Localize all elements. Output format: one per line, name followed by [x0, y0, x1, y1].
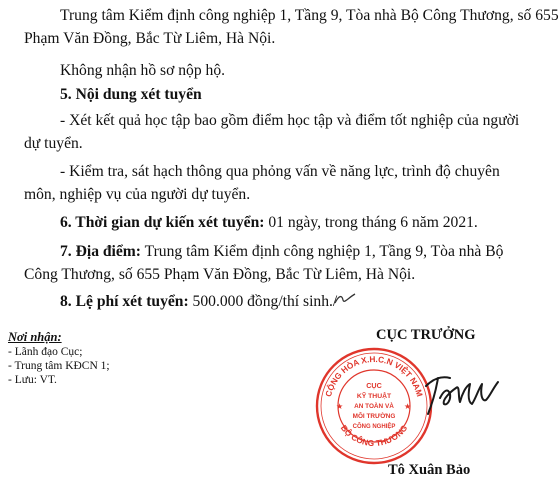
section-5-title: 5. Nội dung xét tuyển — [60, 86, 202, 103]
official-seal-icon — [314, 346, 434, 466]
section-7-line-2: Công Thương, số 655 Phạm Văn Đồng, Bắc Từ Liêm, Hà Nội. — [24, 266, 416, 283]
section-8-value: 500.000 đồng/thí sinh./ — [188, 293, 338, 310]
section-5-item-2-line-1: - Kiểm tra, sát hạch thông qua phỏng vấn về năng lực, trình độ chuyên — [60, 163, 500, 180]
recipients-block — [8, 330, 110, 387]
seal-top-text: CỘNG HÒA X.H.C.N VIỆT NAM — [323, 353, 425, 398]
seal-center-line: AN TOÀN VÀ — [354, 403, 394, 410]
recipient-item: - Lãnh đạo Cục; — [8, 346, 83, 358]
no-proxy-note: Không nhận hồ sơ nộp hộ. — [60, 62, 226, 79]
seal-center-line: CỤC — [366, 381, 382, 390]
seal-bottom-text: BỘ CÔNG THƯƠNG — [338, 422, 410, 449]
svg-text:★: ★ — [336, 402, 344, 411]
section-7-label: 7. Địa điểm: — [60, 243, 141, 260]
initial-mark-icon — [333, 292, 357, 306]
section-5-item-1-line-1: - Xét kết quả học tập bao gồm điểm học tập và điểm tốt nghiệp của người — [60, 112, 520, 129]
section-7-line-1 — [60, 242, 503, 262]
signer-title: CỤC TRƯỞNG — [376, 327, 476, 343]
section-5-item-2-line-2: môn, nghiệp vụ của người dự tuyển. — [24, 186, 251, 203]
section-6-label: 6. Thời gian dự kiến xét tuyển: — [60, 214, 265, 231]
seal-center-line: CÔNG NGHIỆP — [352, 424, 396, 430]
section-8 — [60, 292, 337, 312]
recipient-item: - Trung tâm KĐCN 1; — [8, 360, 110, 372]
section-6 — [60, 213, 478, 233]
section-6-value: 01 ngày, trong tháng 6 năm 2021. — [264, 214, 478, 231]
recipients-title: Nơi nhận: — [8, 330, 62, 344]
seal-center-line: MÔI TRƯỜNG — [352, 413, 396, 420]
section-8-label: 8. Lệ phí xét tuyển: — [60, 293, 189, 310]
address-line-2: Phạm Văn Đồng, Bắc Từ Liêm, Hà Nội. — [24, 30, 276, 47]
seal-center-line: KỸ THUẬT — [356, 393, 392, 400]
address-line-1: Trung tâm Kiểm định công nghiệp 1, Tầng 9, Tòa nhà Bộ Công Thương, số 655 — [60, 7, 559, 24]
section-5-item-1-line-2: dự tuyển. — [24, 135, 83, 152]
signer-name: Tô Xuân Bảo — [388, 462, 471, 478]
recipient-item: - Lưu: VT. — [8, 374, 57, 386]
svg-text:★: ★ — [404, 402, 412, 411]
section-7-value-1: Trung tâm Kiểm định công nghiệp 1, Tầng 9, Tòa nhà Bộ — [141, 243, 504, 260]
handwritten-signature-icon — [420, 368, 500, 420]
